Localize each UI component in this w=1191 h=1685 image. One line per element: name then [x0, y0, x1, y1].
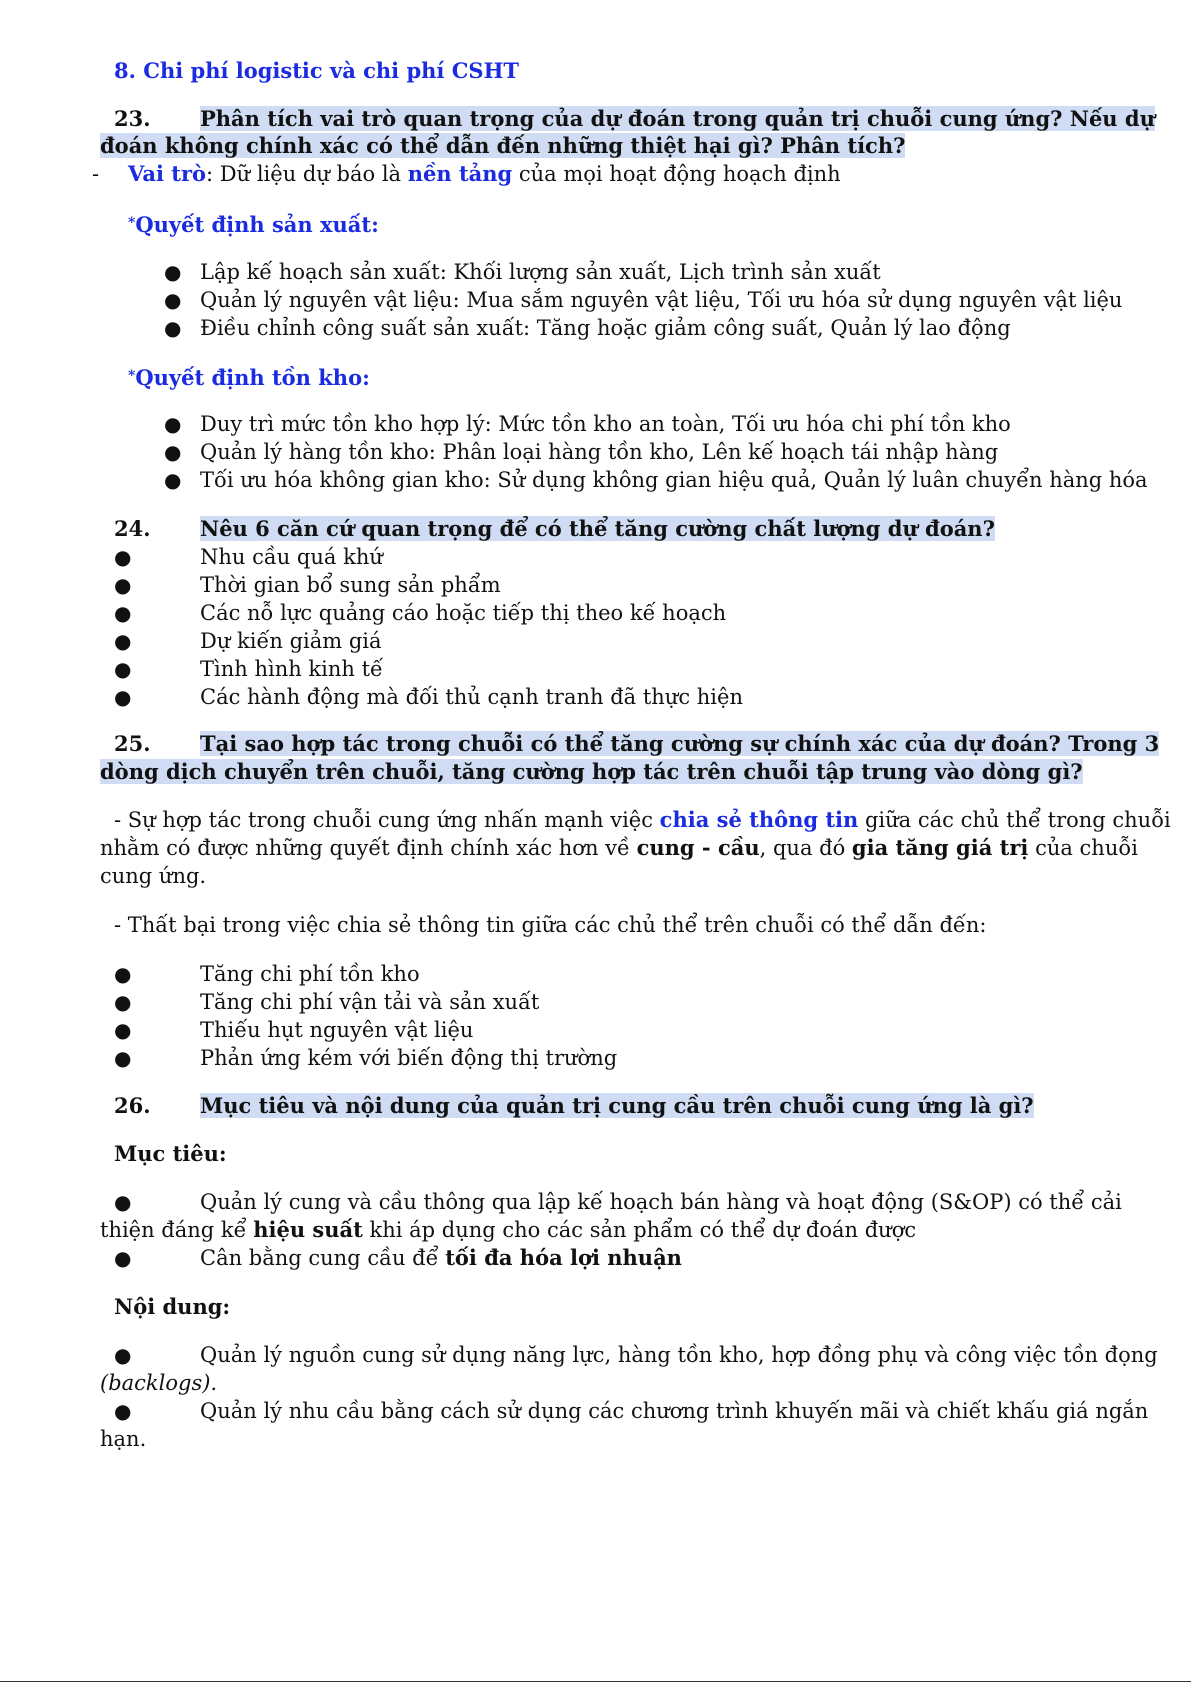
bullet-icon: ●: [114, 601, 132, 625]
content-item-line2: (backlogs).: [100, 1371, 218, 1395]
bullet-icon: ●: [114, 1246, 132, 1270]
list-item: Tối ưu hóa không gian kho: Sử dụng không gian hiệu quả, Quản lý luân chuyển hàng hóa: [200, 468, 1148, 492]
list-item: Nhu cầu quá khứ: [200, 545, 383, 569]
list-item: Quản lý hàng tồn kho: Phân loại hàng tồn kho, Lên kế hoạch tái nhập hàng: [200, 440, 999, 464]
question-23-title-line2: đoán không chính xác có thể dẫn đến những thiệt hại gì? Phân tích?: [100, 133, 906, 158]
bullet-icon: ●: [164, 260, 182, 284]
list-item: Các hành động mà đối thủ cạnh tranh đã thực hiện: [200, 685, 743, 709]
inventory-decision-heading: *Quyết định tồn kho:: [128, 365, 370, 390]
question-25-number: 25.: [114, 731, 151, 756]
bullet-icon: ●: [114, 1190, 132, 1214]
goal-item-line1: Quản lý cung và cầu thông qua lập kế hoạch bán hàng và hoạt động (S&OP) có thể cải: [200, 1190, 1122, 1214]
bullet-icon: ●: [114, 990, 132, 1014]
bullet-icon: ●: [164, 440, 182, 464]
bullet-icon: ●: [164, 316, 182, 340]
goal-item-2: Cân bằng cung cầu để tối đa hóa lợi nhuận: [200, 1245, 682, 1270]
list-item: Tăng chi phí vận tải và sản xuất: [200, 990, 540, 1014]
goal-label: Mục tiêu:: [114, 1141, 227, 1166]
list-item: Phản ứng kém với biến động thị trường: [200, 1046, 618, 1070]
list-item: Quản lý nguyên vật liệu: Mua sắm nguyên vật liệu, Tối ưu hóa sử dụng nguyên vật liệu: [200, 288, 1123, 312]
bullet-icon: ●: [114, 1018, 132, 1042]
content-item-line1: Quản lý nguồn cung sử dụng năng lực, hàng tồn kho, hợp đồng phụ và công việc tồn đọng: [200, 1343, 1158, 1367]
bullet-icon: ●: [114, 962, 132, 986]
failure-paragraph: - Thất bại trong việc chia sẻ thông tin giữa các chủ thể trên chuỗi có thể dẫn đến:: [114, 913, 987, 937]
bullet-icon: ●: [114, 1343, 132, 1367]
list-item: Lập kế hoạch sản xuất: Khối lượng sản xuất, Lịch trình sản xuất: [200, 260, 881, 284]
list-item: Thời gian bổ sung sản phẩm: [200, 573, 501, 597]
bullet-icon: ●: [114, 685, 132, 709]
bullet-icon: ●: [114, 573, 132, 597]
production-decision-heading: *Quyết định sản xuất:: [128, 212, 379, 237]
question-25-title-line2: dòng dịch chuyển trên chuỗi, tăng cường hợp tác trên chuỗi tập trung vào dòng gì?: [100, 759, 1083, 784]
bullet-icon: ●: [164, 468, 182, 492]
bullet-icon: ●: [114, 1046, 132, 1070]
question-23-number: 23.: [114, 106, 151, 131]
bullet-icon: ●: [114, 657, 132, 681]
content-item2-line2: hạn.: [100, 1427, 147, 1451]
section-heading: 8. Chi phí logistic và chi phí CSHT: [114, 58, 520, 83]
page-bottom-rule: [0, 1681, 1191, 1682]
question-26-number: 26.: [114, 1093, 151, 1118]
question-24-title: Nêu 6 căn cứ quan trọng để có thể tăng cường chất lượng dự đoán?: [200, 516, 995, 541]
question-24-number: 24.: [114, 516, 151, 541]
role-dash: -: [92, 162, 100, 186]
list-item: Tình hình kinh tế: [200, 657, 383, 681]
collaboration-paragraph-line2: nhằm có được những quyết định chính xác hơn về cung - cầu, qua đó gia tăng giá trị của chuỗi: [100, 835, 1138, 860]
goal-item-line2: thiện đáng kể hiệu suất khi áp dụng cho các sản phẩm có thể dự đoán được: [100, 1217, 917, 1242]
question-26-title: Mục tiêu và nội dung của quản trị cung cầu trên chuỗi cung ứng là gì?: [200, 1093, 1034, 1118]
question-23-title-line1: Phân tích vai trò quan trọng của dự đoán trong quản trị chuỗi cung ứng? Nếu dự: [200, 106, 1155, 131]
question-25-title-line1: Tại sao hợp tác trong chuỗi có thể tăng cường sự chính xác của dự đoán? Trong 3: [200, 731, 1160, 756]
list-item: Duy trì mức tồn kho hợp lý: Mức tồn kho an toàn, Tối ưu hóa chi phí tồn kho: [200, 412, 1011, 436]
list-item: Tăng chi phí tồn kho: [200, 962, 420, 986]
list-item: Dự kiến giảm giá: [200, 629, 382, 653]
bullet-icon: ●: [164, 412, 182, 436]
list-item: Thiếu hụt nguyên vật liệu: [200, 1018, 474, 1042]
content-label: Nội dung:: [114, 1294, 231, 1319]
role-line: Vai trò: Dữ liệu dự báo là nền tảng của mọi hoạt động hoạch định: [128, 161, 841, 186]
bullet-icon: ●: [164, 288, 182, 312]
content-item2-line1: Quản lý nhu cầu bằng cách sử dụng các chương trình khuyến mãi và chiết khấu giá ngắn: [200, 1399, 1149, 1423]
collaboration-paragraph-line1: - Sự hợp tác trong chuỗi cung ứng nhấn mạnh việc chia sẻ thông tin giữa các chủ thể trong chuỗi: [114, 807, 1171, 832]
list-item: Các nỗ lực quảng cáo hoặc tiếp thị theo kế hoạch: [200, 601, 727, 625]
bullet-icon: ●: [114, 1399, 132, 1423]
bullet-icon: ●: [114, 545, 132, 569]
collaboration-paragraph-line3: cung ứng.: [100, 864, 207, 888]
bullet-icon: ●: [114, 629, 132, 653]
list-item: Điều chỉnh công suất sản xuất: Tăng hoặc giảm công suất, Quản lý lao động: [200, 316, 1011, 340]
